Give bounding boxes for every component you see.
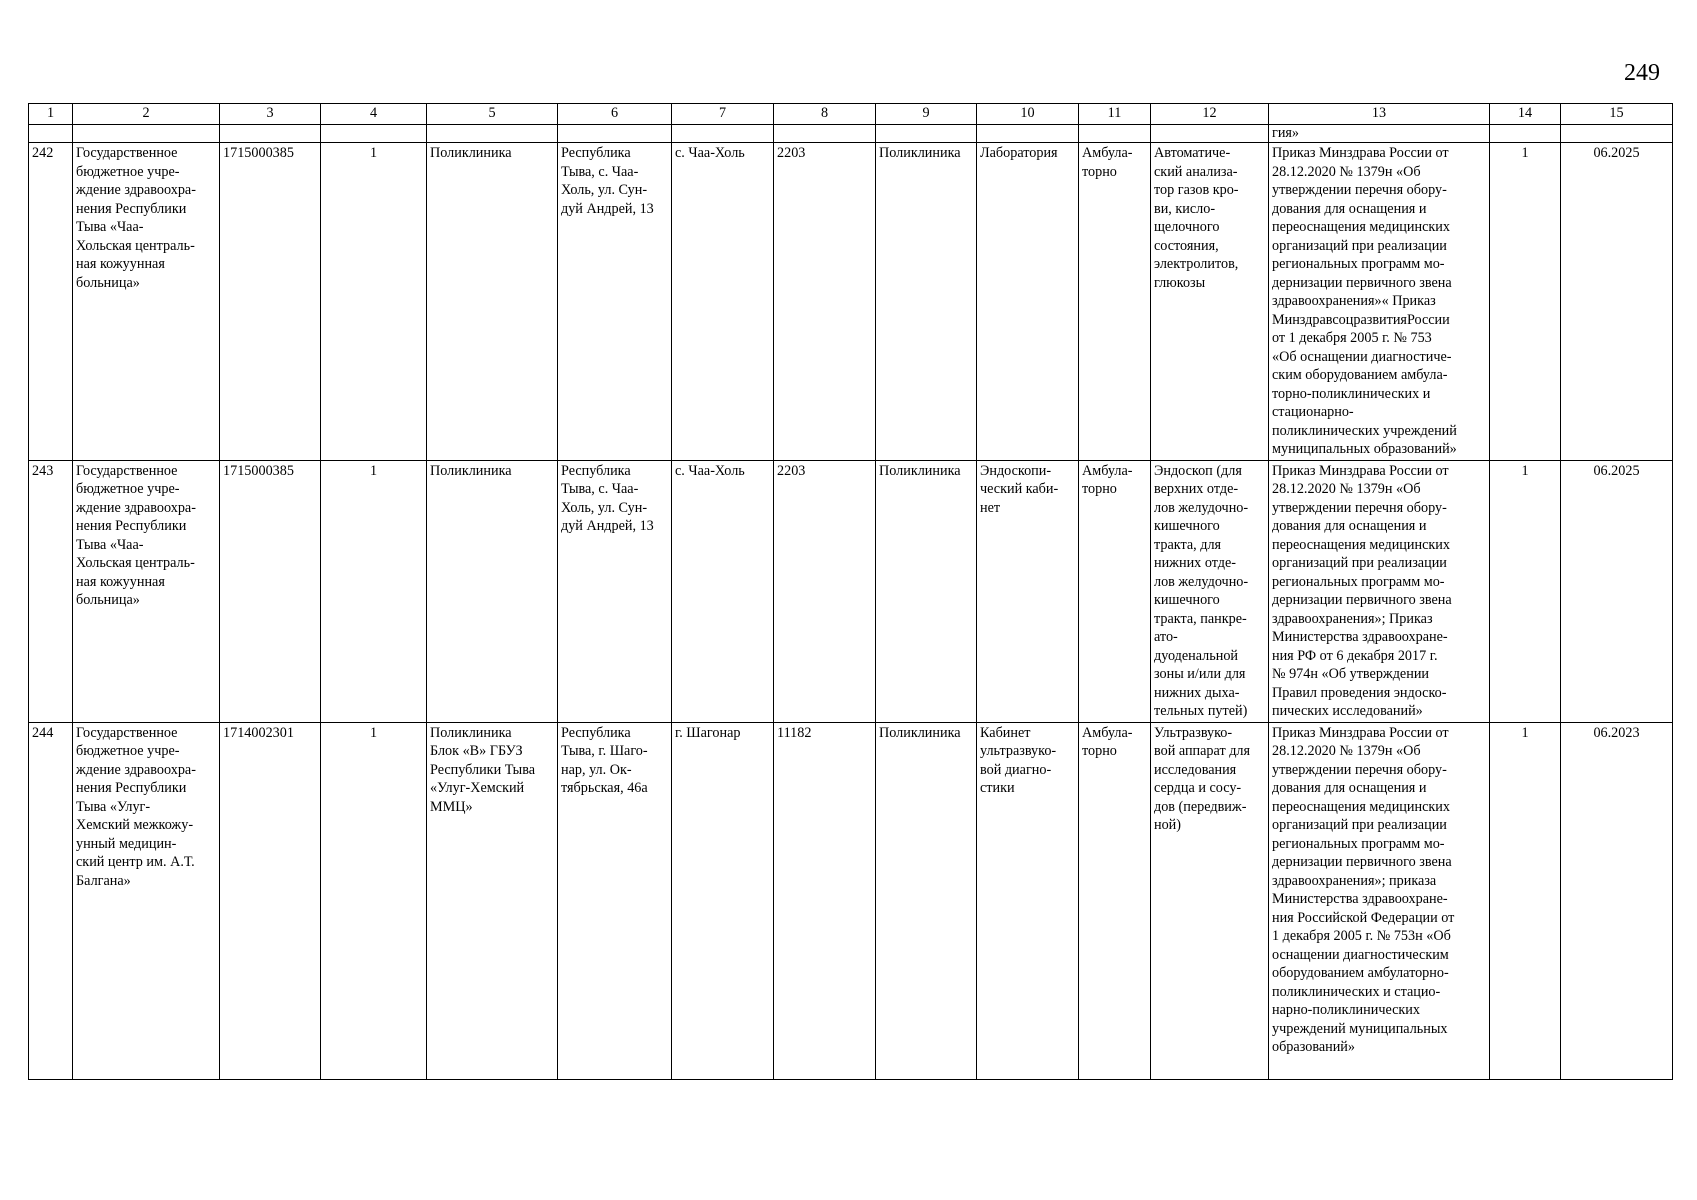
quantity: 1 (1490, 460, 1561, 722)
row-number: 242 (29, 143, 73, 461)
care-form: Амбула- торно (1079, 143, 1151, 461)
address: Республика Тыва, г. Шаго- нар, ул. Ок- тябрьская, 46а (558, 722, 672, 1079)
organization-name: Государственное бюджетное учре- ждение здравоохра- нения Республики Тыва «Чаа- Хольская централь- ная кожуунная больница» (73, 143, 220, 461)
column-number: 15 (1561, 104, 1673, 125)
table-row (29, 722, 1673, 1079)
inn: 1715000385 (220, 460, 321, 722)
building: Поликлиника (427, 460, 558, 722)
department: Лаборатория (977, 143, 1079, 461)
locality: г. Шагонар (672, 722, 774, 1079)
column-8-value: 2203 (774, 143, 876, 461)
column-number: 8 (774, 104, 876, 125)
column-number: 1 (29, 104, 73, 125)
column-number: 13 (1269, 104, 1490, 125)
care-form: Амбула- торно (1079, 722, 1151, 1079)
column-number: 4 (321, 104, 427, 125)
date: 06.2023 (1561, 722, 1673, 1079)
column-number: 3 (220, 104, 321, 125)
column-8-value: 11182 (774, 722, 876, 1079)
equipment: Эндоскоп (для верхних отде- лов желудочно- кишечного тракта, для нижних отде- лов желудочно- кишечного тракта, панкре- ато- дуоденальной зоны и/или для нижних дыха- тельных путей) (1151, 460, 1269, 722)
care-form: Амбула- торно (1079, 460, 1151, 722)
column-number: 11 (1079, 104, 1151, 125)
column-number: 2 (73, 104, 220, 125)
quantity: 1 (1490, 722, 1561, 1079)
locality: с. Чаа-Холь (672, 460, 774, 722)
column-4-value: 1 (321, 143, 427, 461)
address: Республика Тыва, с. Чаа- Холь, ул. Сун- дуй Андрей, 13 (558, 460, 672, 722)
department: Кабинет ультразвуко- вой диагно- стики (977, 722, 1079, 1079)
registry-table (28, 103, 1673, 1080)
column-number: 5 (427, 104, 558, 125)
table-row (29, 460, 1673, 722)
column-9-value: Поликлиника (876, 143, 977, 461)
column-8-value: 2203 (774, 460, 876, 722)
building: Поликлиника Блок «В» ГБУЗ Республики Тыва «Улуг-Хемский ММЦ» (427, 722, 558, 1079)
table-row (29, 143, 1673, 461)
page-number: 249 (1624, 60, 1660, 86)
equipment: Автоматиче- ский анализа- тор газов кро- ви, кисло- щелочного состояния, электролитов, глюкозы (1151, 143, 1269, 461)
inn: 1715000385 (220, 143, 321, 461)
inn: 1714002301 (220, 722, 321, 1079)
column-9-value: Поликлиника (876, 722, 977, 1079)
locality: с. Чаа-Холь (672, 143, 774, 461)
regulatory-order: Приказ Минздрава России от 28.12.2020 № 1379н «Об утверждении перечня обору- дования для оснащения и переоснащения медицинских организаций при реализации региональных программ мо- дернизации первичного звена здравоохранения»; Приказ Министерства здравоохране- ния РФ от 6 декабря 2017 г. № 974н «Об утверждении Правил проведения эндоско- пических исследований» (1269, 460, 1490, 722)
address: Республика Тыва, с. Чаа- Холь, ул. Сун- дуй Андрей, 13 (558, 143, 672, 461)
row-number: 243 (29, 460, 73, 722)
quantity: 1 (1490, 143, 1561, 461)
building: Поликлиника (427, 143, 558, 461)
column-4-value: 1 (321, 460, 427, 722)
organization-name: Государственное бюджетное учре- ждение здравоохра- нения Республики Тыва «Чаа- Хольская централь- ная кожуунная больница» (73, 460, 220, 722)
continuation-row (29, 125, 1673, 143)
column-9-value: Поликлиника (876, 460, 977, 722)
regulatory-order: Приказ Минздрава России от 28.12.2020 № 1379н «Об утверждении перечня обору- дования для оснащения и переоснащения медицинских организаций при реализации региональных программ мо- дернизации первичного звена здравоохранения»« Приказ МинздравсоцразвитияРоссии от 1 декабря 2005 г. № 753 «Об оснащении диагностиче- ским оборудованием амбула- торно-поликлинических и стационарно- поликлинических учреждений муниципальных образований» (1269, 143, 1490, 461)
continuation-text: гия» (1269, 125, 1490, 143)
column-4-value: 1 (321, 722, 427, 1079)
date: 06.2025 (1561, 143, 1673, 461)
column-number-row (29, 104, 1673, 125)
column-number: 14 (1490, 104, 1561, 125)
equipment: Ультразвуко- вой аппарат для исследования сердца и сосу- дов (передвиж- ной) (1151, 722, 1269, 1079)
organization-name: Государственное бюджетное учре- ждение здравоохра- нения Республики Тыва «Улуг- Хемский межкожу- унный медицин- ский центр им. А.Т. Балгана» (73, 722, 220, 1079)
row-number: 244 (29, 722, 73, 1079)
date: 06.2025 (1561, 460, 1673, 722)
column-number: 9 (876, 104, 977, 125)
column-number: 12 (1151, 104, 1269, 125)
column-number: 7 (672, 104, 774, 125)
department: Эндоскопи- ческий каби- нет (977, 460, 1079, 722)
regulatory-order: Приказ Минздрава России от 28.12.2020 № 1379н «Об утверждении перечня обору- дования для оснащения и переоснащения медицинских организаций при реализации региональных программ мо- дернизации первичного звена здравоохранения»; приказа Министерства здравоохране- ния Российской Федерации от 1 декабря 2005 г. № 753н «Об оснащении диагностическим оборудованием амбулаторно- поликлинических и стацио- нарно-поликлинических учреждений муниципальных образований» (1269, 722, 1490, 1079)
column-number: 10 (977, 104, 1079, 125)
column-number: 6 (558, 104, 672, 125)
